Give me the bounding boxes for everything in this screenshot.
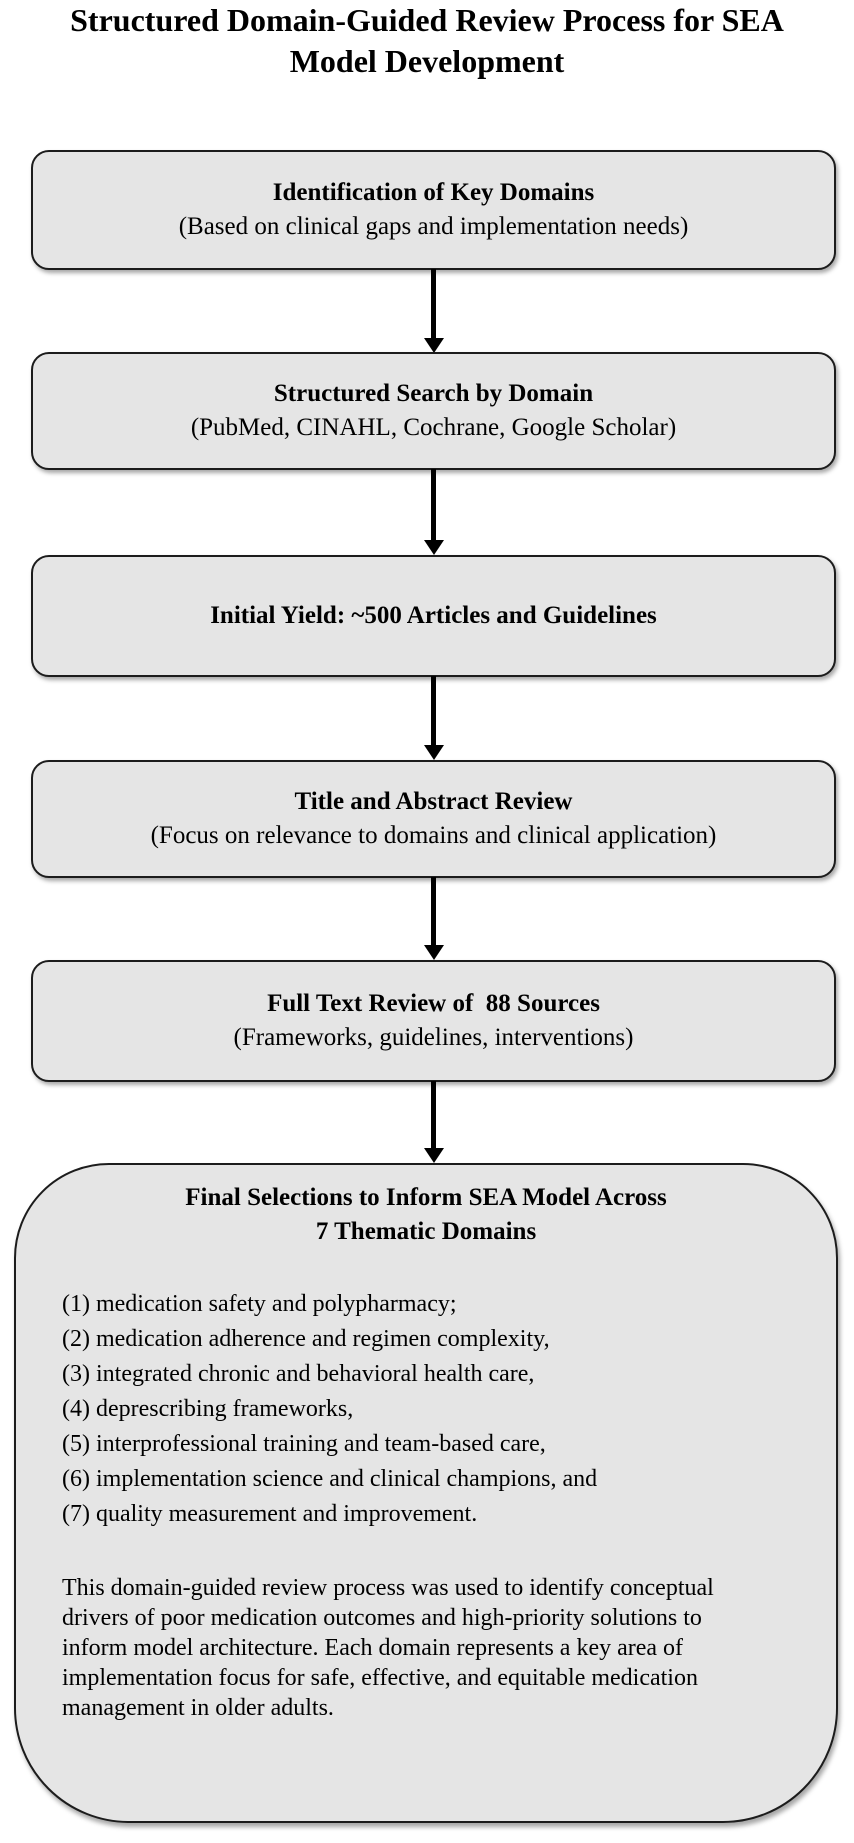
- box-heading: Title and Abstract Review: [294, 788, 573, 815]
- final-box-heading: [62, 1181, 790, 1249]
- box-subheading: (Frameworks, guidelines, interventions): [233, 1024, 634, 1051]
- down-arrow-4: [423, 877, 444, 960]
- box-heading: Identification of Key Domains: [272, 179, 595, 206]
- domain-item-6: (6) implementation science and clinical champions, and: [62, 1466, 598, 1492]
- flow-box-full-text-review: [31, 960, 836, 1082]
- down-arrow-2: [423, 469, 444, 555]
- flow-box-title-abstract-review: [31, 760, 836, 878]
- flow-box-initial-yield: [31, 555, 836, 677]
- flow-box-final-selections: [14, 1163, 838, 1823]
- arrow-head-icon: [424, 745, 444, 760]
- domain-item-1: (1) medication safety and polypharmacy;: [62, 1291, 457, 1317]
- domain-item-2: (2) medication adherence and regimen complexity,: [62, 1326, 550, 1352]
- arrow-head-icon: [424, 1148, 444, 1163]
- box-heading: Structured Search by Domain: [273, 380, 594, 407]
- arrow-head-icon: [424, 540, 444, 555]
- flow-box-identification-of-key-domains: [31, 150, 836, 270]
- box-subheading: (Focus on relevance to domains and clinical application): [150, 822, 717, 849]
- down-arrow-5: [423, 1081, 444, 1163]
- figure-title-line-1: Structured Domain-Guided Review Process for SEA: [70, 2, 784, 38]
- flow-box-structured-search: [31, 352, 836, 470]
- arrow-shaft: [431, 469, 436, 540]
- box-subheading: (Based on clinical gaps and implementation needs): [178, 213, 689, 240]
- arrow-shaft: [431, 1081, 436, 1148]
- arrow-head-icon: [424, 338, 444, 353]
- figure-title: [0, 0, 854, 82]
- final-heading-line-1: Final Selections to Inform SEA Model Across: [185, 1184, 667, 1211]
- figure-title-line-2: Model Development: [289, 43, 565, 79]
- domain-item-3: (3) integrated chronic and behavioral health care,: [62, 1361, 535, 1387]
- thematic-domains-list: [62, 1287, 790, 1532]
- down-arrow-3: [423, 676, 444, 760]
- box-heading: Initial Yield: ~500 Articles and Guidelines: [210, 602, 657, 629]
- domain-item-5: (5) interprofessional training and team-based care,: [62, 1431, 546, 1457]
- down-arrow-1: [423, 269, 444, 353]
- arrow-shaft: [431, 877, 436, 945]
- arrow-shaft: [431, 676, 436, 745]
- arrow-shaft: [431, 269, 436, 338]
- domain-item-4: (4) deprescribing frameworks,: [62, 1396, 354, 1422]
- arrow-head-icon: [424, 945, 444, 960]
- box-heading: Full Text Review of 88 Sources: [267, 990, 600, 1017]
- domain-item-7: (7) quality measurement and improvement.: [62, 1501, 478, 1527]
- final-heading-line-2: 7 Thematic Domains: [315, 1218, 537, 1245]
- process-note: This domain-guided review process was used to identify conceptual drivers of poor medication outcomes and high-priority solutions to inform model architecture. Each domain represents a key area of implementation focus for safe, effective, and equitable medication management in older adults.: [62, 1575, 714, 1721]
- box-subheading: (PubMed, CINAHL, Cochrane, Google Scholar): [190, 414, 677, 441]
